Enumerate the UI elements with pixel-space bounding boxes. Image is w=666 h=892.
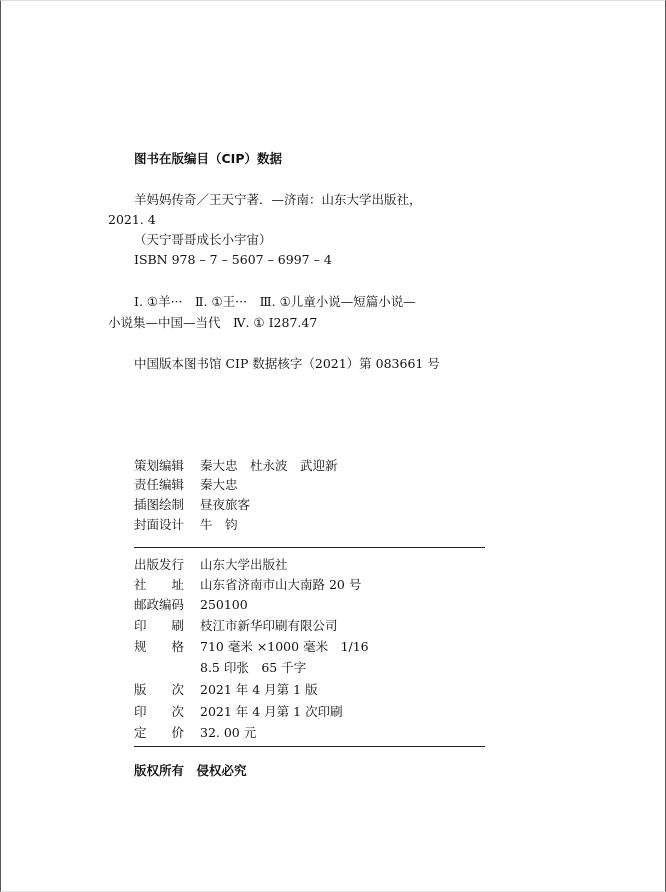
publish-value: 山东省济南市山大南路 20 号 [200, 577, 362, 592]
publish-key: 邮政编码 [134, 597, 185, 612]
publish-value: 山东大学出版社 [200, 557, 288, 572]
divider-rule [134, 547, 485, 548]
cip-line: 小说集—中国—当代 Ⅳ. ① I287.47 [108, 315, 318, 330]
divider-rule [134, 746, 485, 747]
publish-key: 社 址 [134, 577, 185, 592]
publish-value: 250100 [200, 597, 248, 612]
publish-key: 规 格 [134, 639, 185, 654]
credit-row [134, 517, 238, 533]
publish-value: 2021 年 4 月第 1 次印刷 [200, 704, 343, 719]
publish-row [134, 682, 318, 698]
publish-key: 版 次 [134, 682, 185, 697]
publish-row [134, 618, 338, 634]
publish-value: 枝江市新华印刷有限公司 [200, 618, 338, 633]
publish-row [134, 660, 306, 676]
cip-line: （天宁哥哥成长小宇宙） [134, 232, 272, 247]
publish-key: 定 价 [134, 725, 185, 740]
credit-key: 策划编辑 [134, 458, 185, 473]
publish-value: 8.5 印张 65 千字 [200, 660, 307, 675]
credit-value: 牛 钧 [200, 517, 238, 532]
copyright-notice: 版权所有 侵权必究 [134, 763, 247, 778]
credit-key: 责任编辑 [134, 477, 185, 492]
credit-key: 插图绘制 [134, 497, 185, 512]
publish-row [134, 704, 343, 720]
cip-line: 羊妈妈传奇／王天宁著．—济南：山东大学出版社， [134, 192, 422, 207]
publish-key: 出版发行 [134, 557, 185, 572]
cip-line: 2021. 4 [108, 212, 156, 227]
publish-row [134, 597, 248, 613]
cip-heading: 图书在版编目（CIP）数据 [134, 151, 282, 166]
publish-row [134, 577, 361, 593]
credit-row [134, 477, 238, 493]
publish-row [134, 725, 256, 741]
publish-key: 印 次 [134, 704, 185, 719]
publish-value: 2021 年 4 月第 1 版 [200, 682, 318, 697]
publish-row [134, 557, 288, 573]
credit-key: 封面设计 [134, 517, 185, 532]
cip-line: ISBN 978 – 7 – 5607 – 6997 – 4 [134, 252, 332, 267]
publish-key: 印 刷 [134, 618, 185, 633]
publish-value: 32. 00 元 [200, 725, 257, 740]
credit-value: 昼夜旅客 [200, 497, 251, 512]
credit-row [134, 458, 338, 474]
credit-value: 秦大忠 杜永波 武迎新 [200, 458, 338, 473]
cip-number-line: 中国版本图书馆 CIP 数据核字（2021）第 083661 号 [134, 356, 440, 371]
publish-row [134, 639, 369, 655]
credit-value: 秦大忠 [200, 477, 238, 492]
credit-row [134, 497, 250, 513]
publish-value: 710 毫米 ×1000 毫米 1/16 [200, 639, 369, 654]
cip-line: Ⅰ. ①羊··· Ⅱ. ①王··· Ⅲ. ①儿童小说—短篇小说— [134, 294, 416, 309]
